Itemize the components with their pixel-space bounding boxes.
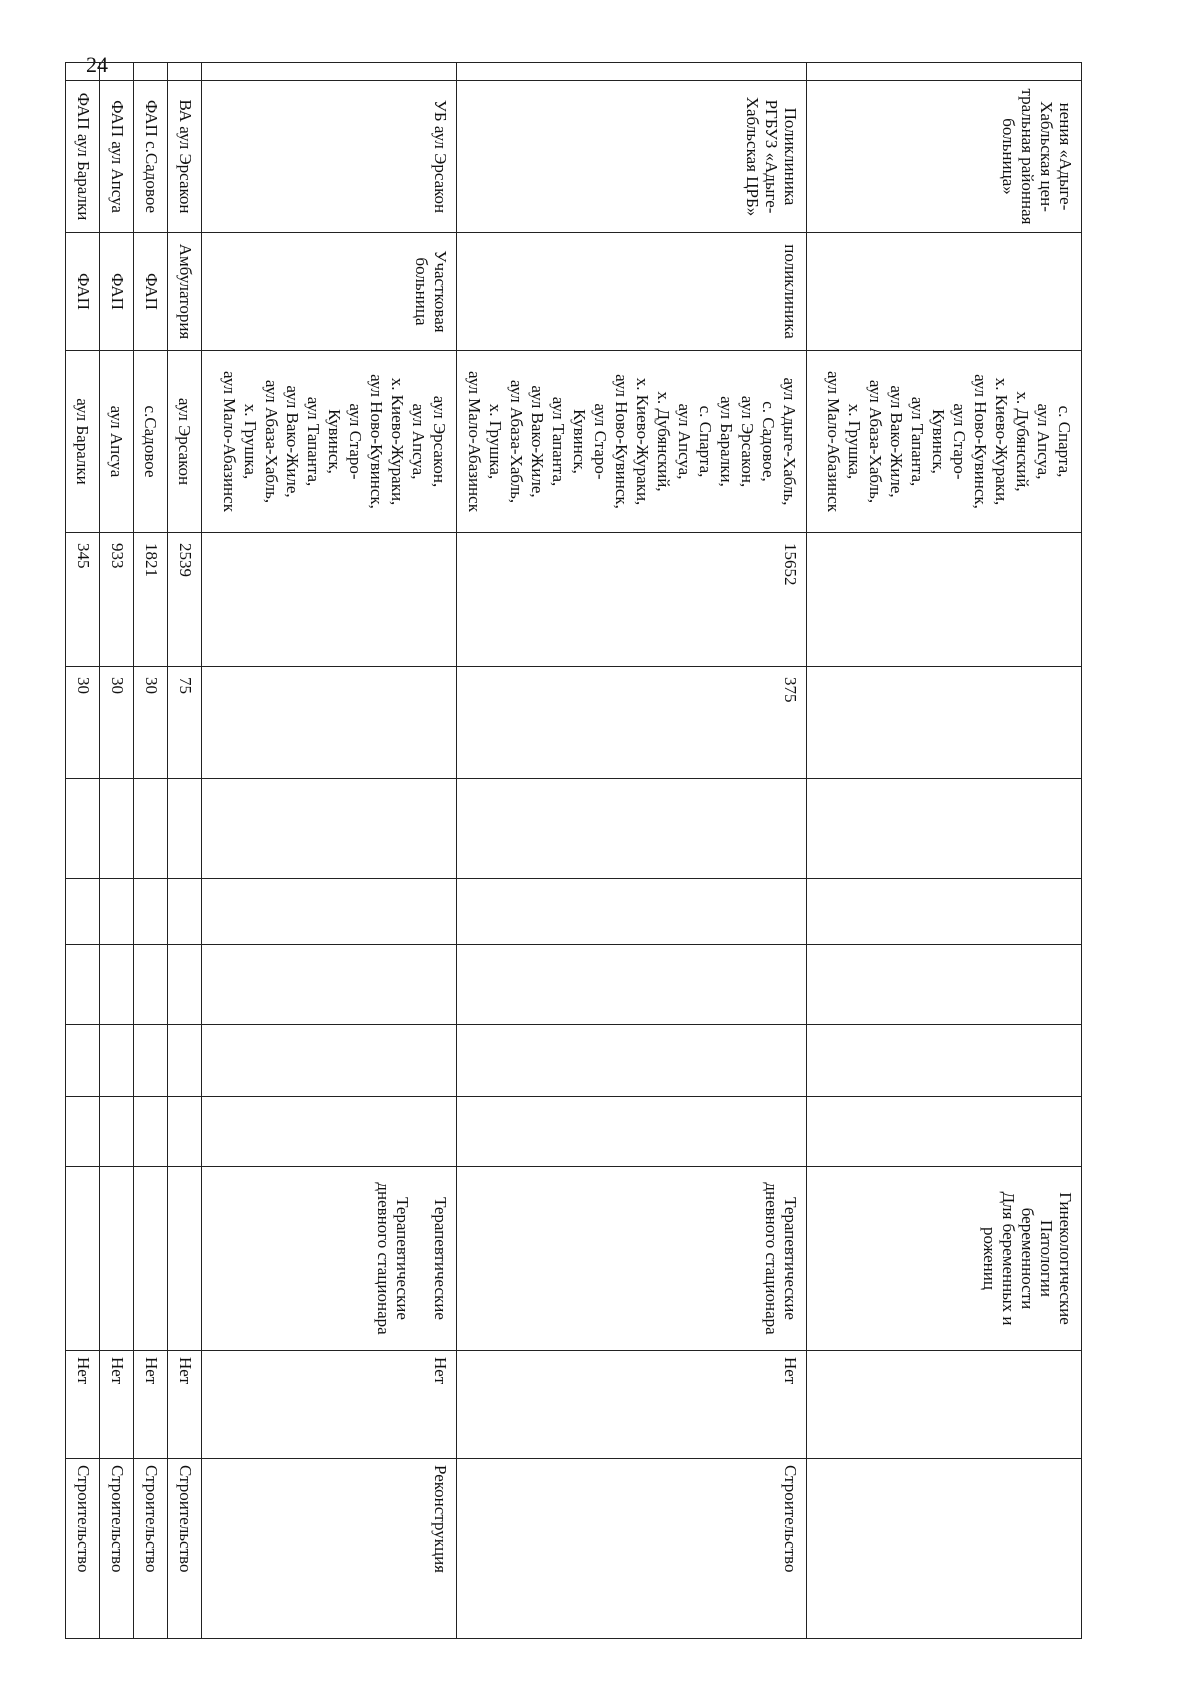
bed-profile-line: беременности — [1018, 1207, 1037, 1310]
bed-profile-line: рожениц — [980, 1227, 999, 1290]
capacity-cell: 75 — [168, 667, 202, 779]
village-line: аул Апсуа, — [409, 403, 428, 480]
village-line: аул Ново-Кувинск, — [612, 374, 631, 509]
village-line: аул Старо- — [346, 403, 365, 480]
bed-profile-line: Патологии — [1037, 1219, 1056, 1297]
village-line: аул Вако-Жиле, — [528, 385, 547, 498]
empty-cell — [134, 945, 168, 1025]
empty-cell — [202, 1097, 457, 1167]
empty-cell — [168, 1097, 202, 1167]
empty-cell — [66, 1097, 100, 1167]
village-line: аул Баралки, — [717, 396, 736, 487]
action-cell: Строительство — [457, 1459, 807, 1639]
village-line: аул Баралки — [73, 398, 92, 485]
empty-cell — [66, 945, 100, 1025]
empty-cell — [134, 1097, 168, 1167]
exists-cell: Нет — [202, 1351, 457, 1459]
village-line: аул Вако-Жиле, — [887, 385, 906, 498]
action-cell — [807, 1459, 1082, 1639]
village-line: аул Вако-Жиле, — [283, 385, 302, 498]
bed-profile-line: Гинекологические — [1056, 1192, 1075, 1325]
bed-profile-line: дневного стационара — [374, 1182, 393, 1335]
population-cell — [807, 533, 1082, 667]
exists-cell: Нет — [168, 1351, 202, 1459]
village-line: х. Грушка, — [241, 403, 260, 480]
empty-cell — [100, 879, 134, 945]
villages-cell — [457, 351, 807, 533]
empty-cell — [168, 1025, 202, 1097]
capacity-cell: 375 — [457, 667, 807, 779]
exists-cell: Нет — [66, 1351, 100, 1459]
action-cell: Строительство — [100, 1459, 134, 1639]
table-row — [66, 63, 100, 1639]
page-number: 24 — [86, 52, 108, 77]
bed-profile-line — [412, 1173, 431, 1344]
table-row — [100, 63, 134, 1639]
village-line: аул Абаза-Хабль, — [866, 379, 885, 504]
action-cell: Строительство — [134, 1459, 168, 1639]
bed-profile-line: Терапевтические — [393, 1197, 412, 1320]
village-line: х. Киево-Жураки, — [388, 377, 407, 506]
population-cell — [202, 533, 457, 667]
empty-cell — [134, 879, 168, 945]
exists-cell: Нет — [457, 1351, 807, 1459]
facility-name-cell: ФАП с.Садовое — [134, 81, 168, 233]
gutter-cell — [457, 63, 807, 81]
village-line: аул Эрсакон, — [430, 395, 449, 488]
empty-cell — [168, 779, 202, 879]
villages-cell — [66, 351, 100, 533]
population-cell: 2539 — [168, 533, 202, 667]
facility-name-cell: ВА аул Эрсакон — [168, 81, 202, 233]
village-line: аул Тапанта, — [304, 396, 323, 487]
village-line: аул Мало-Абазинск — [220, 371, 239, 512]
empty-cell — [66, 879, 100, 945]
village-line: аул Абаза-Хабль, — [262, 379, 281, 504]
empty-cell — [100, 779, 134, 879]
empty-cell — [168, 945, 202, 1025]
village-line: аул Эрсакон — [175, 397, 194, 486]
facility-type-cell — [807, 233, 1082, 351]
capacity-cell — [202, 667, 457, 779]
facility-type-cell: Участковая больница — [202, 233, 457, 351]
villages-cell — [100, 351, 134, 533]
bed-profile-cell — [807, 1167, 1082, 1351]
village-line: аул Мало-Абазинск — [824, 371, 843, 512]
empty-cell — [202, 779, 457, 879]
capacity-cell: 30 — [100, 667, 134, 779]
village-line: аул Ново-Кувинск, — [367, 374, 386, 509]
table-row — [134, 63, 168, 1639]
bed-profile-line: Для беременных и — [999, 1191, 1018, 1326]
action-cell: Строительство — [66, 1459, 100, 1639]
village-line: аул Ново-Кувинск, — [971, 374, 990, 509]
facility-name-cell: нения «Адыге-Хабльская цен-тральная районная больница» — [807, 81, 1082, 233]
empty-cell — [100, 945, 134, 1025]
village-line: х. Киево-Жураки, — [633, 377, 652, 506]
empty-cell — [66, 779, 100, 879]
facility-type-cell: поликлиника — [457, 233, 807, 351]
bed-profile-cell — [202, 1167, 457, 1351]
village-line: аул Тапанта, — [549, 396, 568, 487]
village-line: аул Абаза-Хабль, — [507, 379, 526, 504]
capacity-cell: 30 — [66, 667, 100, 779]
villages-cell — [202, 351, 457, 533]
table-row — [807, 63, 1082, 1639]
gutter-cell — [168, 63, 202, 81]
facility-name-cell: УБ аул Эрсакон — [202, 81, 457, 233]
bed-profile-cell — [100, 1167, 134, 1351]
action-cell: Строительство — [168, 1459, 202, 1639]
village-line: аул Апсуа, — [675, 403, 694, 480]
facility-name-cell: Поликлиника РГБУЗ «Адыге-Хабльская ЦРБ» — [457, 81, 807, 233]
empty-cell — [807, 879, 1082, 945]
bed-profile-line: дневного стационара — [762, 1182, 781, 1335]
village-line: с. Садовое, — [759, 401, 778, 482]
empty-cell — [100, 1097, 134, 1167]
empty-cell — [807, 1025, 1082, 1097]
empty-cell — [66, 1025, 100, 1097]
capacity-cell — [807, 667, 1082, 779]
village-line: с. Спарта, — [696, 405, 715, 478]
village-line: аул Мало-Абазинск — [465, 371, 484, 512]
gutter-cell — [100, 63, 134, 81]
facility-type-cell: ФАП — [134, 233, 168, 351]
gutter-cell — [134, 63, 168, 81]
village-line: Кувинск, — [325, 409, 344, 474]
exists-cell: Нет — [134, 1351, 168, 1459]
villages-cell — [168, 351, 202, 533]
table-row — [457, 63, 807, 1639]
bed-profile-line: Терапевтические — [781, 1197, 800, 1320]
empty-cell — [134, 779, 168, 879]
bed-profile-line: Терапевтические — [431, 1197, 450, 1320]
empty-cell — [807, 945, 1082, 1025]
village-line: х. Дубянский, — [1013, 391, 1032, 492]
empty-cell — [202, 879, 457, 945]
village-line: аул Апсуа, — [1034, 403, 1053, 480]
empty-cell — [807, 1097, 1082, 1167]
village-line: аул Старо- — [950, 403, 969, 480]
empty-cell — [168, 879, 202, 945]
gutter-cell — [807, 63, 1082, 81]
exists-cell: Нет — [100, 1351, 134, 1459]
village-line: аул Тапанта, — [908, 396, 927, 487]
exists-cell — [807, 1351, 1082, 1459]
medical-facilities-table — [65, 62, 1082, 1639]
empty-cell — [457, 1025, 807, 1097]
population-cell: 15652 — [457, 533, 807, 667]
table-row — [202, 63, 457, 1639]
facility-name-cell: ФАП аул Баралки — [66, 81, 100, 233]
villages-cell — [807, 351, 1082, 533]
empty-cell — [807, 779, 1082, 879]
action-cell: Реконструкция — [202, 1459, 457, 1639]
capacity-cell: 30 — [134, 667, 168, 779]
village-line: аул Эрсакон, — [738, 395, 757, 488]
empty-cell — [134, 1025, 168, 1097]
village-line: с.Садовое — [141, 405, 160, 478]
bed-profile-cell — [457, 1167, 807, 1351]
empty-cell — [100, 1025, 134, 1097]
population-cell: 1821 — [134, 533, 168, 667]
empty-cell — [457, 779, 807, 879]
empty-cell — [202, 945, 457, 1025]
village-line: Кувинск, — [929, 409, 948, 474]
population-cell: 933 — [100, 533, 134, 667]
village-line: х. Дубянский, — [654, 391, 673, 492]
empty-cell — [457, 879, 807, 945]
empty-cell — [202, 1025, 457, 1097]
villages-cell — [134, 351, 168, 533]
empty-cell — [457, 945, 807, 1025]
gutter-cell — [202, 63, 457, 81]
facility-type-cell: ФАП — [66, 233, 100, 351]
bed-profile-cell — [134, 1167, 168, 1351]
facility-type-cell: ФАП — [100, 233, 134, 351]
bed-profile-cell — [168, 1167, 202, 1351]
bed-profile-cell — [66, 1167, 100, 1351]
village-line: Кувинск, — [570, 409, 589, 474]
table-row — [168, 63, 202, 1639]
village-line: х. Грушка, — [845, 403, 864, 480]
facility-type-cell: Амбулатория — [168, 233, 202, 351]
village-line: аул Апсуа — [107, 405, 126, 478]
population-cell: 345 — [66, 533, 100, 667]
village-line: аул Старо- — [591, 403, 610, 480]
village-line: х. Киево-Жураки, — [992, 377, 1011, 506]
empty-cell — [457, 1097, 807, 1167]
village-line: х. Грушка, — [486, 403, 505, 480]
facility-name-cell: ФАП аул Апсуа — [100, 81, 134, 233]
gutter-cell — [66, 63, 100, 81]
village-line: с. Спарта, — [1055, 405, 1074, 478]
village-line: аул Адыге-Хабль, — [780, 377, 799, 506]
